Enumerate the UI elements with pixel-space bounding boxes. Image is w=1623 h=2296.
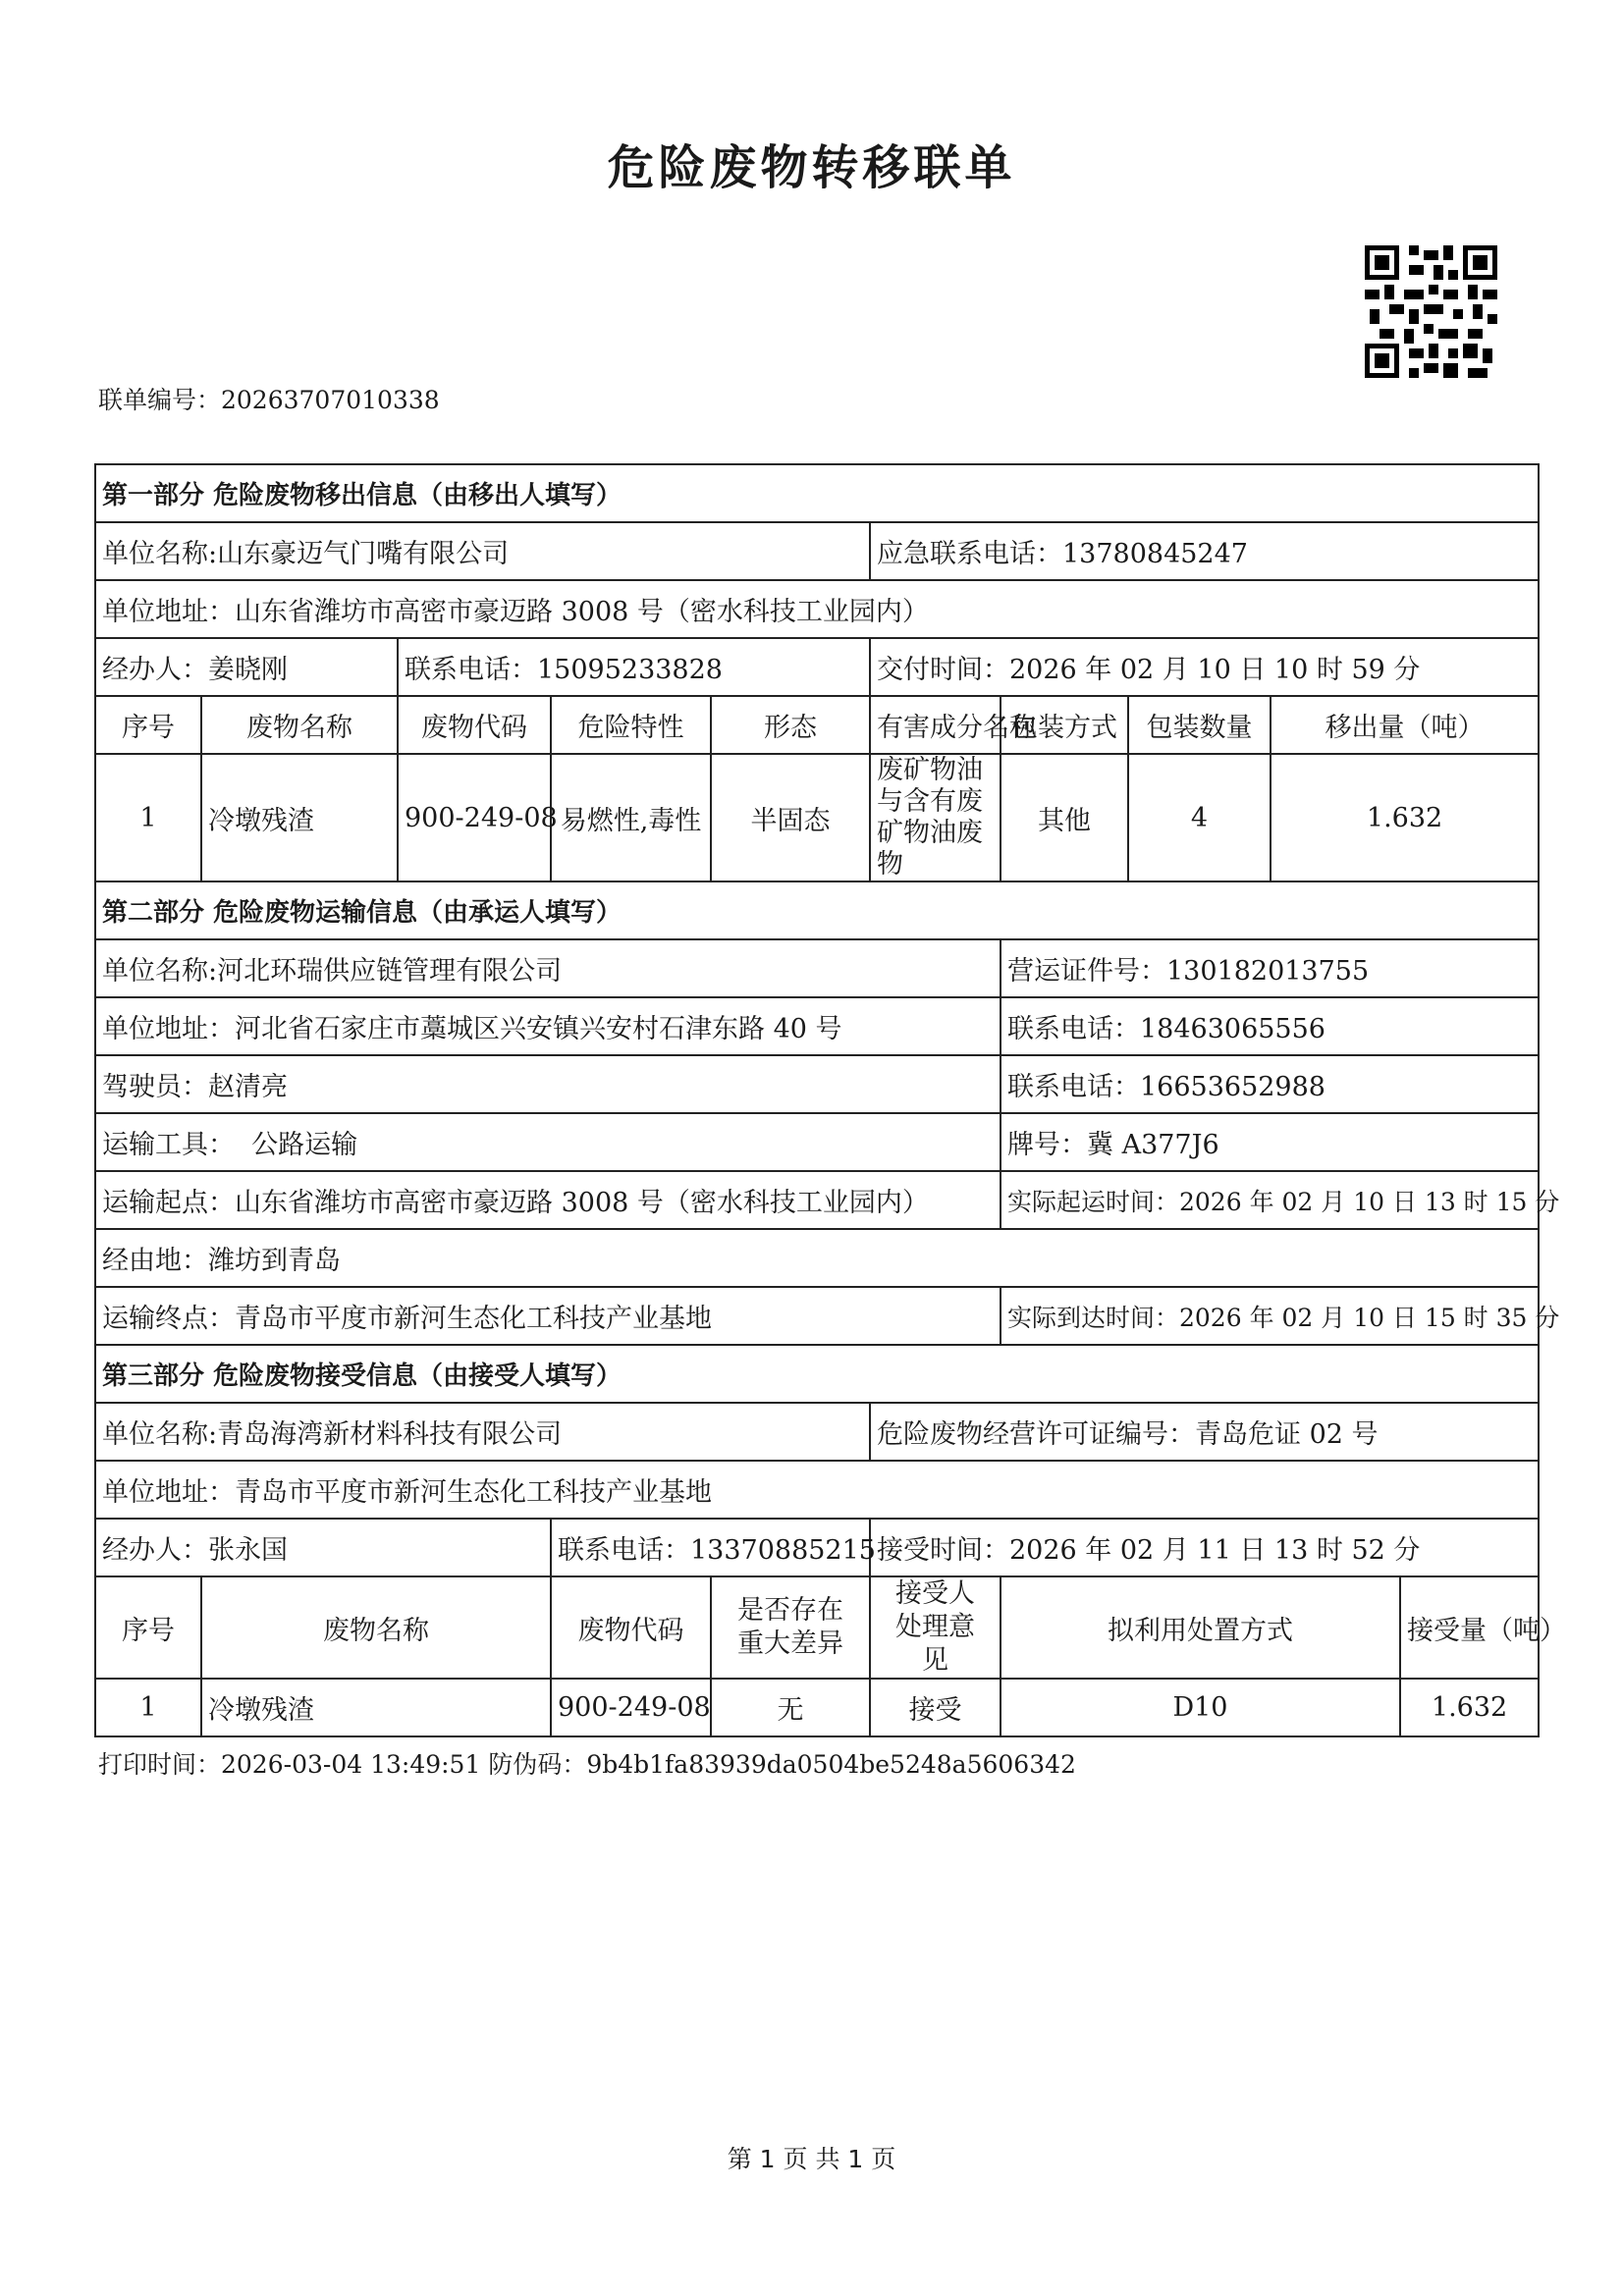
part1-cell: 其他: [1001, 754, 1128, 881]
qr-code-icon: [1365, 245, 1497, 378]
part2-vehicle-type: 运输工具： 公路运输: [95, 1113, 1001, 1171]
table-row: [95, 754, 1539, 881]
part3-cell: 冷墩残渣: [201, 1679, 551, 1736]
print-info: 打印时间：2026-03-04 13:49:51 防伪码：9b4b1fa83939da0504be5248a5606342: [98, 1750, 1076, 1779]
part1-cell: 废矿物油与含有废矿物油废物: [870, 754, 1001, 881]
part1-header: 废物代码: [398, 696, 551, 754]
part3-address: 单位地址：青岛市平度市新河生态化工科技产业基地: [95, 1461, 1539, 1519]
part1-header: 移出量（吨）: [1271, 696, 1539, 754]
part3-header: 接受量（吨）: [1400, 1576, 1539, 1679]
part2-driver-phone: 联系电话：16653652988: [1001, 1055, 1539, 1113]
part1-emergency-phone: 应急联系电话：13780845247: [870, 522, 1539, 580]
part1-cell: 易燃性,毒性: [551, 754, 711, 881]
page-number: 第 1 页 共 1 页: [727, 2145, 896, 2173]
part3-cell: 900-249-08: [551, 1679, 711, 1736]
part2-license: 营运证件号：130182013755: [1001, 939, 1539, 997]
part3-receive-time: 接受时间：2026 年 02 月 11 日 13 时 52 分: [870, 1519, 1539, 1576]
part1-handler: 经办人：姜晓刚: [95, 638, 398, 696]
part2-destination: 运输终点：青岛市平度市新河生态化工科技产业基地: [95, 1287, 1001, 1345]
part3-cell: 1: [95, 1679, 201, 1736]
part3-header: 废物代码: [551, 1576, 711, 1679]
part3-phone: 联系电话：13370885215: [551, 1519, 870, 1576]
part2-driver: 驾驶员：赵清亮: [95, 1055, 1001, 1113]
part2-origin: 运输起点：山东省潍坊市高密市豪迈路 3008 号（密水科技工业园内）: [95, 1171, 1001, 1229]
part3-header: 拟利用处置方式: [1001, 1576, 1400, 1679]
page-title: 危险废物转移联单: [607, 140, 1016, 195]
part1-unit-name: 单位名称:山东豪迈气门嘴有限公司: [95, 522, 870, 580]
part3-header: 废物名称: [201, 1576, 551, 1679]
part3-permit: 危险废物经营许可证编号：青岛危证 02 号: [870, 1403, 1539, 1461]
manifest-number: 联单编号：20263707010338: [98, 386, 440, 414]
section-heading-part3: 第三部分 危险废物接受信息（由接受人填写）: [95, 1345, 1539, 1403]
part2-depart-time: 实际起运时间：2026 年 02 月 10 日 13 时 15 分: [1001, 1171, 1539, 1229]
part2-address: 单位地址：河北省石家庄市藁城区兴安镇兴安村石津东路 40 号: [95, 997, 1001, 1055]
part1-header: 序号: [95, 696, 201, 754]
part3-header: 是否存在重大差异: [711, 1576, 870, 1679]
part1-cell: 1.632: [1271, 754, 1539, 881]
part3-unit-name: 单位名称:青岛海湾新材料科技有限公司: [95, 1403, 870, 1461]
section-heading-part2: 第二部分 危险废物运输信息（由承运人填写）: [95, 881, 1539, 939]
part1-cell: 900-249-08: [398, 754, 551, 881]
part1-cell: 半固态: [711, 754, 870, 881]
part1-header: 形态: [711, 696, 870, 754]
part1-address: 单位地址：山东省潍坊市高密市豪迈路 3008 号（密水科技工业园内）: [95, 580, 1539, 638]
part3-header: 接受人处理意见: [870, 1576, 1001, 1679]
part2-plate: 牌号：冀 A377J6: [1001, 1113, 1539, 1171]
part2-arrive-time: 实际到达时间：2026 年 02 月 10 日 15 时 35 分: [1001, 1287, 1539, 1345]
section-heading-part1: 第一部分 危险废物移出信息（由移出人填写）: [95, 464, 1539, 522]
part3-cell: 接受: [870, 1679, 1001, 1736]
part3-cell: 1.632: [1400, 1679, 1539, 1736]
part2-address-phone: 联系电话：18463065556: [1001, 997, 1539, 1055]
part3-handler: 经办人：张永国: [95, 1519, 551, 1576]
table-row: [95, 1679, 1539, 1736]
part2-via: 经由地：潍坊到青岛: [95, 1229, 1539, 1287]
part1-cell: 4: [1128, 754, 1271, 881]
part1-header: 有害成分名称: [870, 696, 1001, 754]
part1-phone: 联系电话：15095233828: [398, 638, 870, 696]
part3-cell: D10: [1001, 1679, 1400, 1736]
part3-cell: 无: [711, 1679, 870, 1736]
part1-header: 包装数量: [1128, 696, 1271, 754]
part1-header: 危险特性: [551, 696, 711, 754]
part1-delivery-time: 交付时间：2026 年 02 月 10 日 10 时 59 分: [870, 638, 1539, 696]
part1-header: 废物名称: [201, 696, 398, 754]
part1-cell: 冷墩残渣: [201, 754, 398, 881]
transfer-manifest-form: [94, 463, 1566, 1737]
part1-cell: 1: [95, 754, 201, 881]
part2-unit-name: 单位名称:河北环瑞供应链管理有限公司: [95, 939, 1001, 997]
part3-header: 序号: [95, 1576, 201, 1679]
part1-header: 包装方式: [1001, 696, 1128, 754]
